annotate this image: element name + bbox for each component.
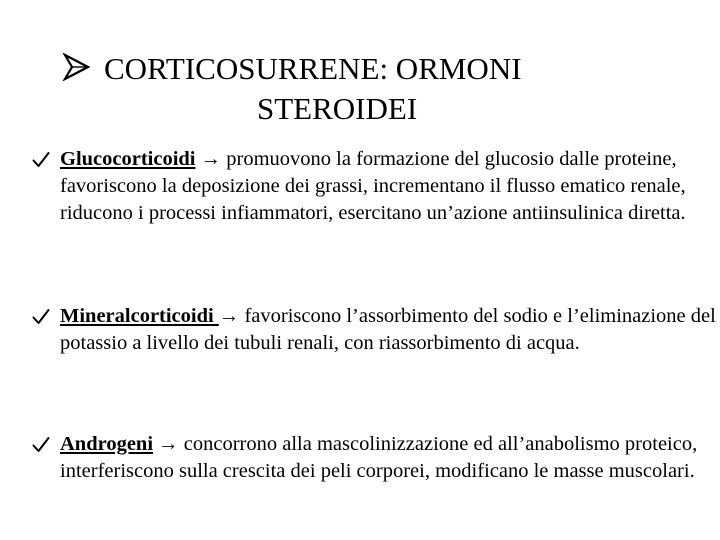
item-term: Glucocorticoidi [60,148,196,170]
title-line-2: STEROIDEI [257,91,418,126]
title-line-1: CORTICOSURRENE: ORMONI [104,51,522,86]
item-text [60,146,716,227]
item-description: → favoriscono l’assorbimento del sodio e l’eliminazione del potassio a livello dei tubuli renali, con riassorbimento di acqua. [60,305,716,354]
slide-title [62,50,682,140]
checkmark-icon [32,151,50,169]
item-description: → promuovono la formazione del glucosio dalle proteine, favoriscono la deposizione dei grassi, incrementano il flusso ematico renale, riducono i processi infiammatori, esercitano un’azione antiinsulinica diretta. [60,148,686,224]
item-text [60,303,716,357]
item-term: Mineralcorticoidi [60,305,219,327]
checkmark-icon [32,308,50,326]
item-term: Androgeni [60,433,154,455]
item-text [60,431,716,485]
checkmark-icon [32,436,50,454]
item-description: → concorrono alla mascolinizzazione ed all’anabolismo proteico, interferiscono sulla crescita dei peli corporei, modificano le masse muscolari. [60,433,698,482]
arrowhead-bullet-icon [62,53,90,81]
